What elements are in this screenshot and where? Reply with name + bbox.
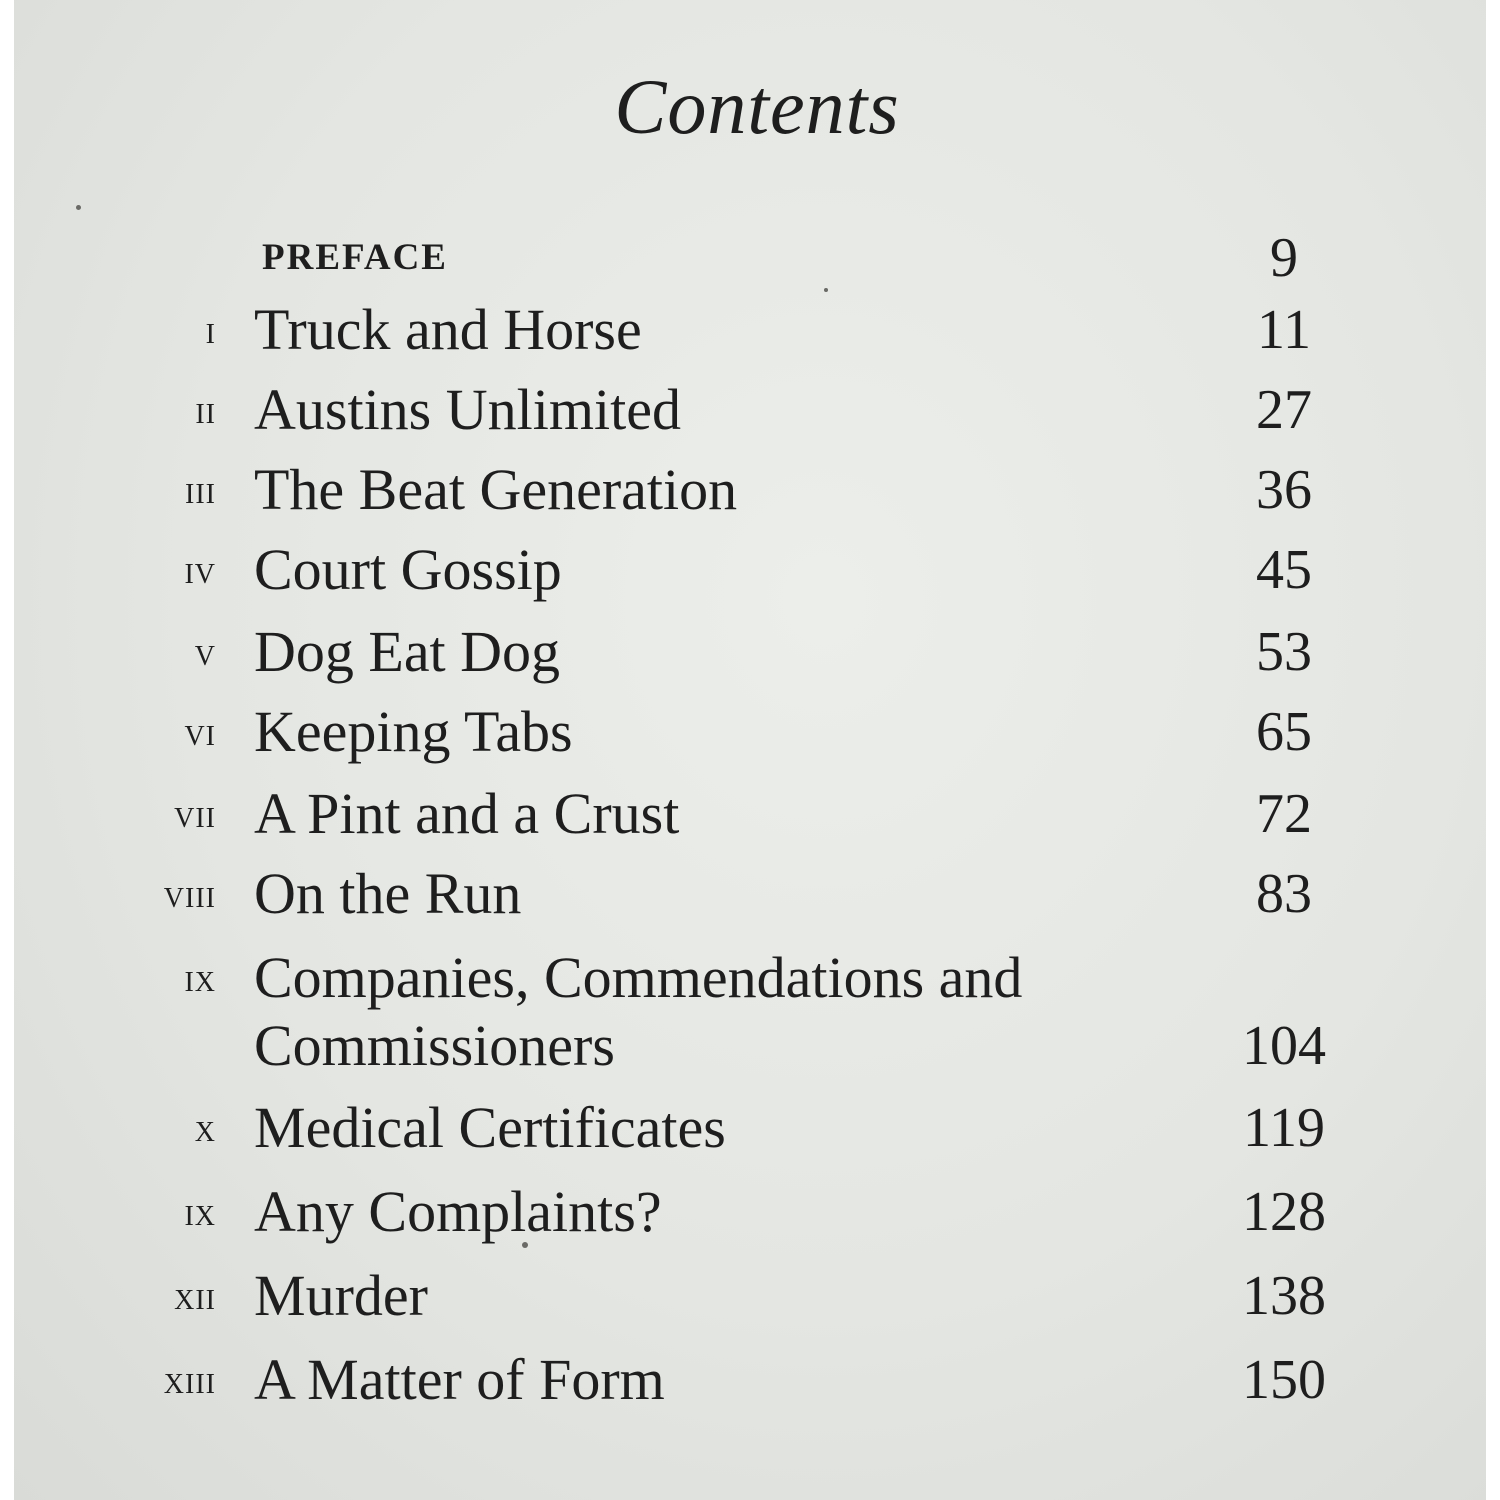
toc-entry [14, 854, 1486, 934]
chapter-number: vi [184, 709, 216, 754]
toc-entry [14, 1088, 1486, 1168]
page-number: 45 [1256, 539, 1312, 601]
chapter-number: xiii [163, 1357, 216, 1402]
book-page [14, 0, 1486, 1500]
toc-entry [14, 530, 1486, 610]
chapter-title: A Matter of Form [254, 1347, 665, 1412]
page-number: 65 [1256, 701, 1312, 763]
chapter-title: Austins Unlimited [254, 377, 681, 442]
toc-entry [14, 1256, 1486, 1336]
page-number: 83 [1256, 863, 1312, 925]
chapter-number: ix [184, 955, 216, 1000]
page-number: 11 [1257, 299, 1311, 361]
chapter-number: x [194, 1105, 216, 1150]
toc-entry [14, 612, 1486, 692]
chapter-title: Murder [254, 1263, 428, 1328]
toc-entry-preface [14, 218, 1486, 298]
toc-entry [14, 692, 1486, 772]
toc-entry [14, 450, 1486, 530]
chapter-title: Dog Eat Dog [254, 619, 561, 684]
page-number: 150 [1242, 1349, 1326, 1411]
chapter-number: i [205, 307, 216, 352]
chapter-number: ii [195, 387, 216, 432]
toc-entry [14, 774, 1486, 854]
chapter-title: Court Gossip [254, 537, 562, 602]
chapter-title: A Pint and a Crust [254, 781, 680, 846]
toc-entry [14, 1340, 1486, 1420]
page-number: 9 [1270, 227, 1298, 289]
chapter-title: The Beat Generation [254, 457, 738, 522]
chapter-title: Medical Certificates [254, 1095, 726, 1160]
page-number: 138 [1242, 1265, 1326, 1327]
chapter-title: Keeping Tabs [254, 699, 573, 764]
paper-speck [76, 205, 81, 210]
chapter-title: PREFACE [262, 237, 448, 278]
chapter-title: Companies, Commendations and [254, 945, 1023, 1010]
chapter-number: ix [184, 1189, 216, 1234]
page-number: 27 [1256, 379, 1312, 441]
toc-entry [14, 938, 1486, 1088]
page-number: 104 [1242, 1015, 1326, 1077]
contents-heading: Contents [614, 63, 900, 150]
toc-entry [14, 370, 1486, 450]
page-number: 128 [1242, 1181, 1326, 1243]
page-number: 53 [1256, 621, 1312, 683]
chapter-number: vii [174, 791, 216, 836]
chapter-number: iii [185, 467, 216, 512]
chapter-title: On the Run [254, 861, 522, 926]
chapter-number: xii [174, 1273, 216, 1318]
page-number: 36 [1256, 459, 1312, 521]
toc-entry [14, 290, 1486, 370]
toc-entry [14, 1172, 1486, 1252]
chapter-number: viii [163, 871, 216, 916]
page-number: 72 [1256, 783, 1312, 845]
chapter-title-continued: Commissioners [254, 1013, 615, 1078]
chapter-number: iv [184, 547, 216, 592]
chapter-title: Truck and Horse [254, 297, 642, 362]
chapter-number: v [194, 629, 216, 674]
page-number: 119 [1243, 1097, 1325, 1159]
chapter-title: Any Complaints? [254, 1179, 662, 1244]
